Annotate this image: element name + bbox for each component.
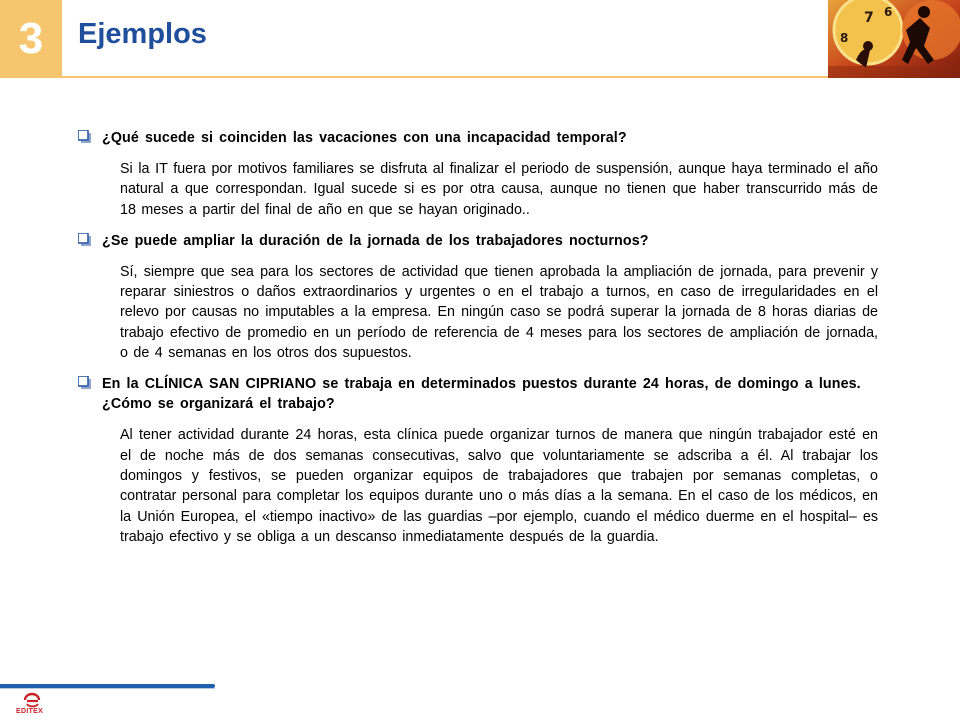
- chapter-number: 3: [18, 14, 44, 63]
- list-item: [78, 128, 878, 220]
- answer-text: Al tener actividad durante 24 horas, esta clínica puede organizar turnos de manera que ningún trabajador esté en el de noche más de dos semanas consecutivas, salvo que voluntariamente se adscriba a él. Al trabajar los domingos y festivos, se pueden organizar equipos de trabajadores que trabajen por semanas completas, o contratar personal para completar los equipos durante uno o más días a la semana. En el caso de los médicos, en la Unión Europea, el «tiempo inactivo» de las guardias –por ejemplo, cuando el médico duerme en el hospital– es trabajo efectivo y se obliga a un descanso inmediatamente después de la guardia.: [120, 427, 878, 545]
- answer-text: Si la IT fuera por motivos familiares se disfruta al finalizar el periodo de suspensión, aunque haya terminado el año natural a que correspondan. Igual sucede si es por otra causa, aunque no tienen que haber transcurrido más de 18 meses a partir del final de año en que se hayan originado..: [120, 161, 878, 218]
- examples-list: [78, 128, 878, 547]
- footer-divider-shadow: [0, 688, 215, 689]
- question-text: ¿Qué sucede si coinciden las vacaciones con una incapacidad temporal?: [102, 130, 627, 146]
- clock-running-person-image: [828, 0, 960, 78]
- list-item: [78, 374, 878, 547]
- checkbox-bullet-icon: [78, 233, 91, 246]
- question-text: ¿Se puede ampliar la duración de la jornada de los trabajadores nocturnos?: [102, 232, 649, 249]
- logo-text: EDITEX: [16, 708, 44, 715]
- page-title: Ejemplos: [78, 18, 207, 50]
- editex-logo-icon: [22, 692, 42, 708]
- editex-logo: [14, 692, 54, 718]
- answer-text: Sí, siempre que sea para los sectores de actividad que tienen aprobada la ampliación de jornada, para prevenir y reparar siniestros o daños extraordinarios y urgentes o en el trabajo a turnos, en caso de irregularidades en el relevo por causas no imputables a la empresa. En ningún caso se podrá superar la jornada de 8 horas diarias de trabajo efectivo de promedio en un período de referencia de 4 meses para los sectores de ampliación de jornada, o de 4 semanas en los otros dos supuestos.: [120, 263, 878, 362]
- svg-text:7: 7: [864, 10, 874, 26]
- chapter-number-box: [0, 0, 62, 78]
- question-text: En la CLÍNICA SAN CIPRIANO se trabaja en determinados puestos durante 24 horas, de domingo a lunes. ¿Cómo se organizará el trabajo?: [102, 376, 861, 413]
- checkbox-bullet-icon: [78, 130, 91, 143]
- list-item: [78, 231, 878, 363]
- checkbox-bullet-icon: [78, 376, 91, 389]
- svg-text:6: 6: [884, 5, 893, 19]
- svg-text:8: 8: [840, 31, 849, 45]
- header-divider: [62, 76, 960, 78]
